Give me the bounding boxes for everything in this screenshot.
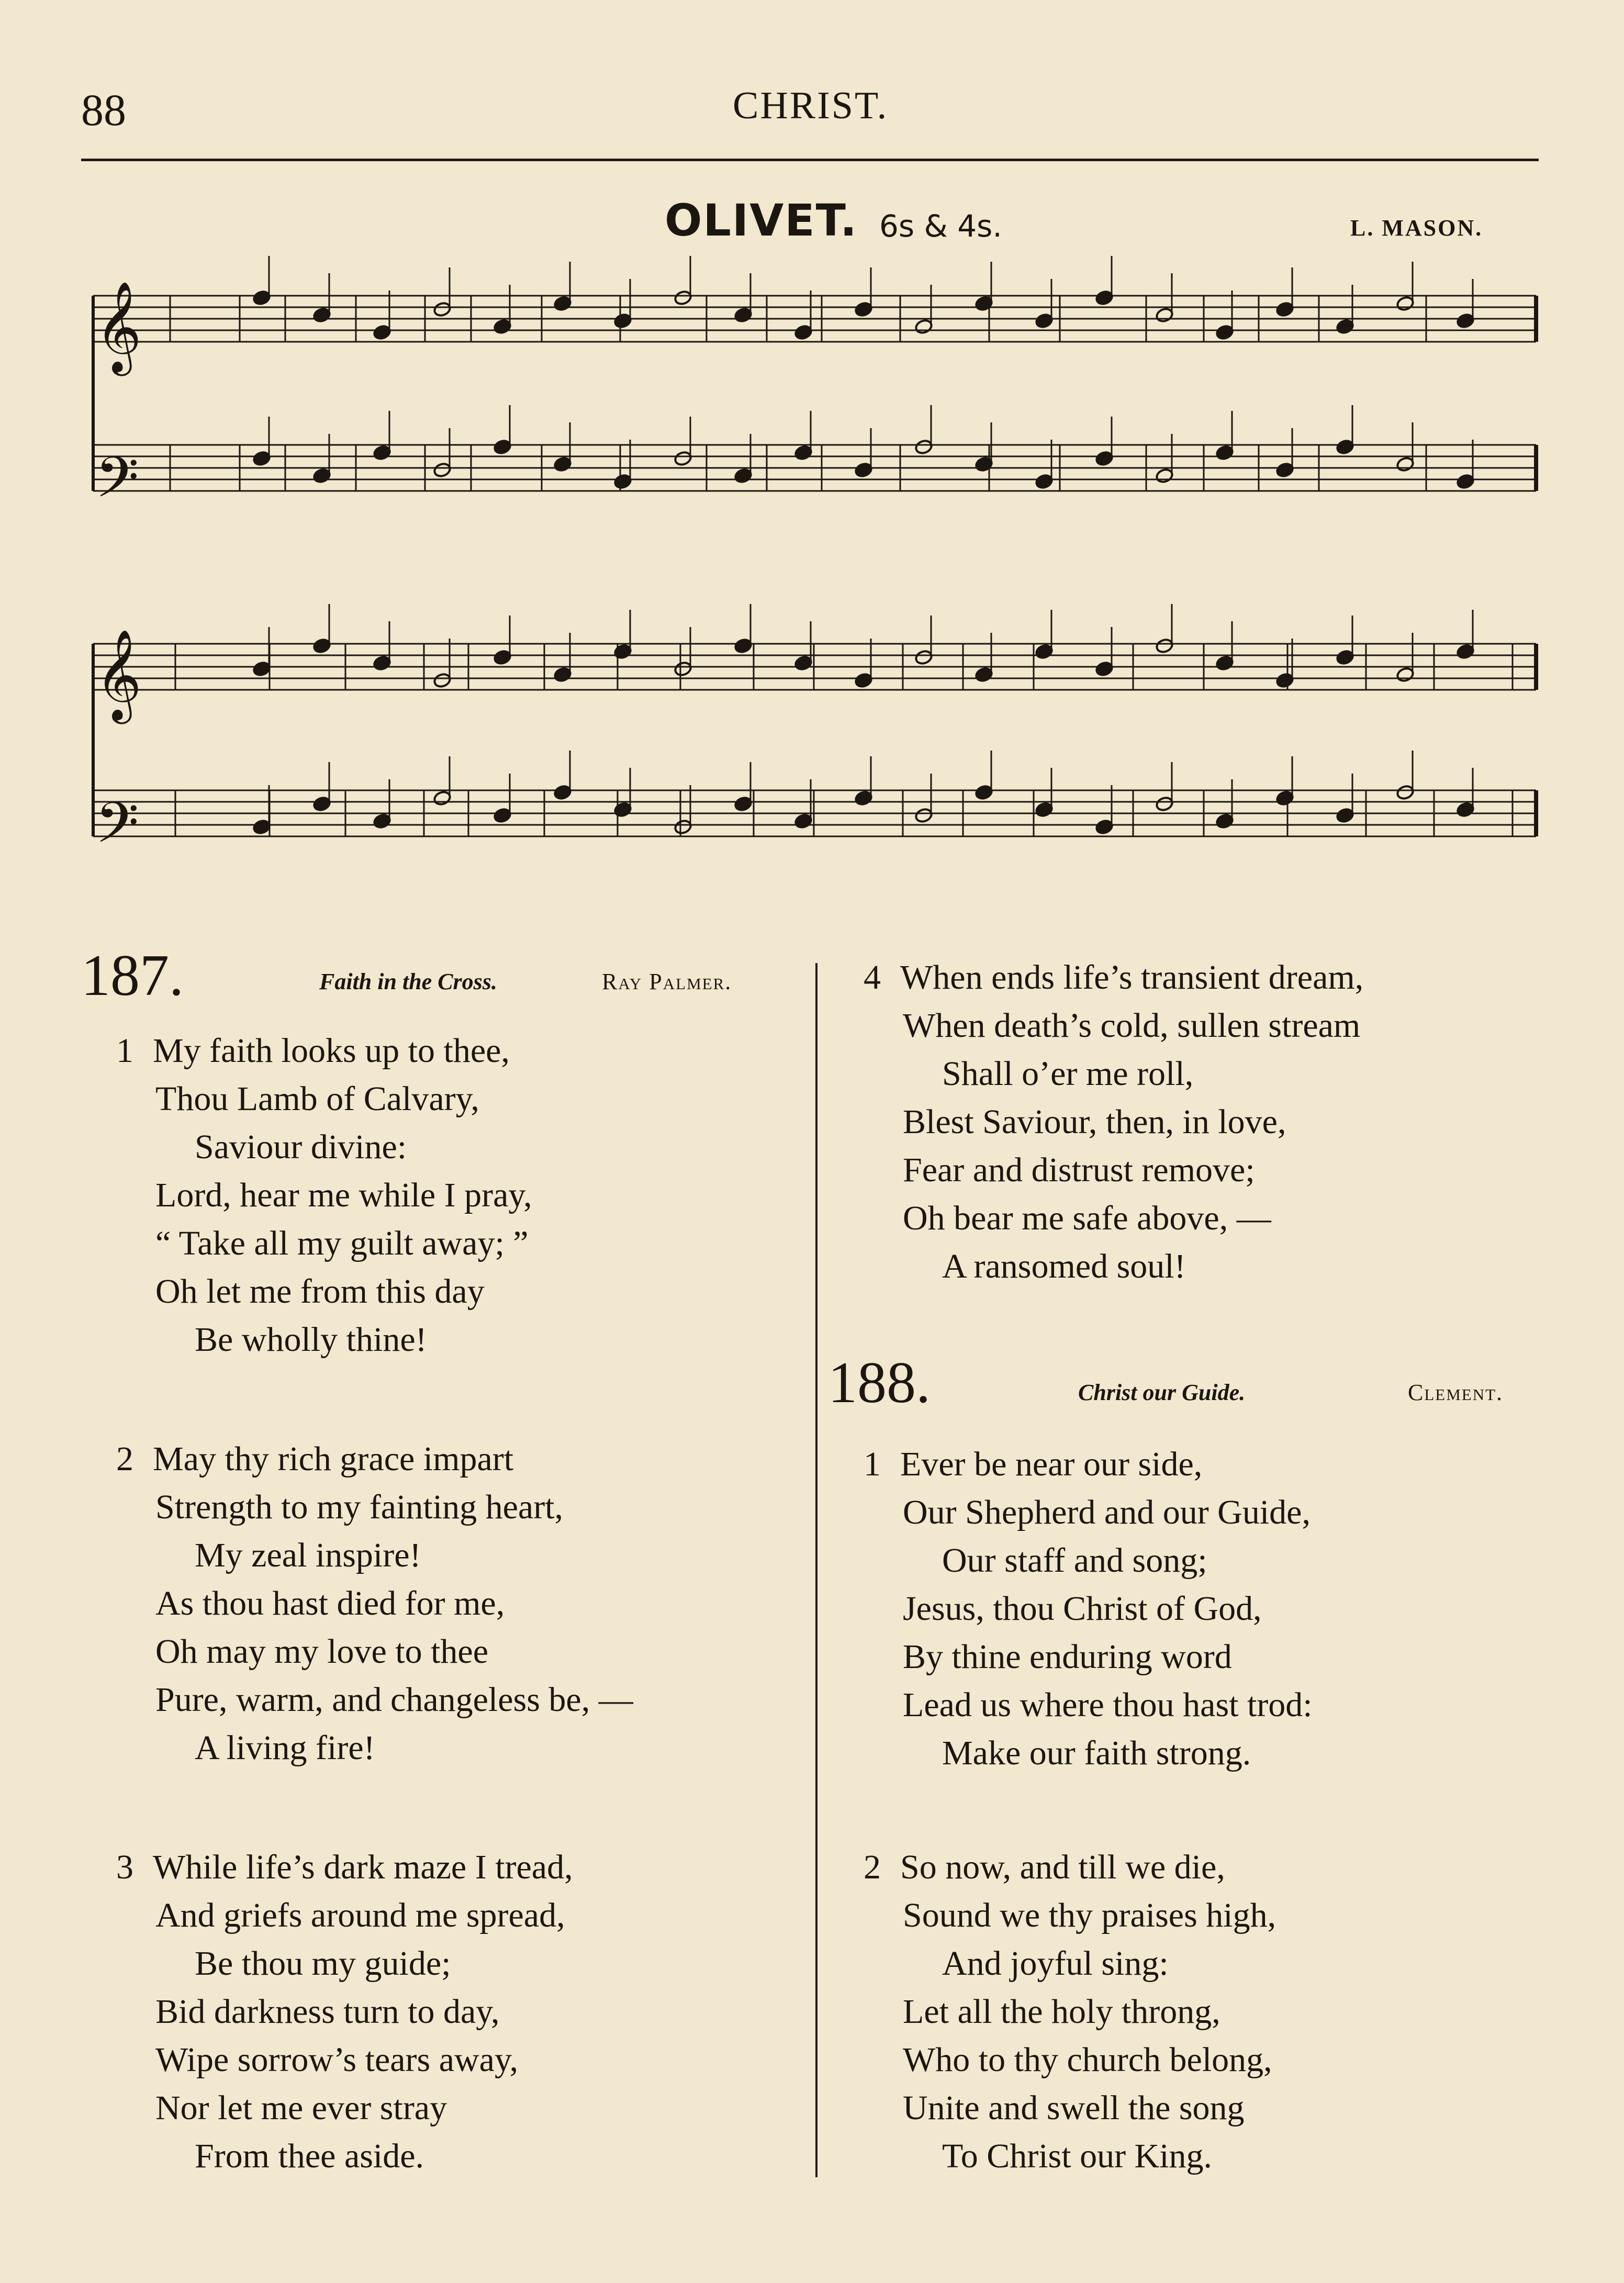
verse-line: Bid darkness turn to day, (155, 1993, 500, 2031)
verse-line: May thy rich grace impart (153, 1440, 514, 1478)
hymn-author: Ray Palmer. (602, 969, 732, 994)
verse (864, 1440, 1313, 1777)
verse-number: 1 (116, 1032, 133, 1070)
verse-line: Lord, hear me while I pray, (155, 1176, 532, 1214)
verse-line: Be wholly thine! (195, 1320, 427, 1359)
verse-line: Oh bear me safe above, — (903, 1199, 1271, 1237)
hymn-number: 187. (81, 943, 184, 1008)
verse-line: So now, and till we die, (900, 1848, 1225, 1886)
page-number: 88 (81, 85, 126, 135)
verse-line: From thee aside. (195, 2137, 424, 2175)
section-title: CHRIST. (733, 84, 889, 127)
hymn-number: 188. (828, 1350, 931, 1415)
verse-line: To Christ our King. (942, 2137, 1213, 2175)
verse-number: 1 (864, 1445, 881, 1483)
verse-line: By thine enduring word (903, 1638, 1232, 1676)
verse-line: Be thou my guide; (195, 1944, 451, 1983)
verse-line: A living fire! (195, 1729, 375, 1767)
music-score (0, 0, 1624, 942)
tune-name: OLIVET. (665, 195, 858, 246)
verse-line: Who to thy church belong, (903, 2041, 1272, 2079)
verse-line: “ Take all my guilt away; ” (155, 1224, 529, 1262)
verse-line: Saviour divine: (195, 1128, 407, 1166)
verse-line: Let all the holy throng, (903, 1993, 1220, 2031)
verse-line: My faith looks up to thee, (153, 1032, 510, 1070)
verse-line: Our Shepherd and our Guide, (903, 1493, 1311, 1531)
verse-line: While life’s dark maze I tread, (153, 1848, 573, 1886)
hymn-author: Clement. (1408, 1380, 1504, 1405)
hymn-topic: Christ our Guide. (1078, 1380, 1246, 1405)
verse-number: 4 (864, 958, 881, 997)
verse-line: Ever be near our side, (900, 1445, 1203, 1483)
clef-icon: 𝄢 (95, 790, 139, 869)
verse-line: Oh let me from this day (155, 1272, 485, 1311)
tune-composer: L. MASON. (1350, 215, 1483, 241)
verse-line: Strength to my fainting heart, (155, 1488, 564, 1526)
verse (864, 954, 1363, 1291)
verse-line: Nor let me ever stray (155, 2089, 447, 2127)
verse-number: 2 (864, 1848, 881, 1886)
verse-line: Thou Lamb of Calvary, (155, 1080, 479, 1118)
verse-line: Our staff and song; (942, 1541, 1207, 1580)
verse-line: Sound we thy praises high, (903, 1896, 1276, 1934)
clef-icon: 𝄢 (95, 444, 139, 524)
verse-line: And griefs around me spread, (155, 1896, 565, 1934)
tune-meter: 6s & 4s. (879, 208, 1002, 244)
column-divider (815, 963, 817, 2177)
verse (116, 1027, 532, 1364)
verse-line: As thou hast died for me, (155, 1584, 505, 1622)
verse-line: And joyful sing: (942, 1944, 1169, 1983)
hymn-topic: Faith in the Cross. (319, 969, 497, 994)
verse-line: A ransomed soul! (942, 1247, 1186, 1285)
verse-line: Unite and swell the song (903, 2089, 1245, 2127)
verse-line: Shall o’er me roll, (942, 1055, 1194, 1093)
verse-number: 3 (116, 1848, 133, 1886)
verse-number: 2 (116, 1440, 133, 1478)
verse-line: Oh may my love to thee (155, 1632, 489, 1671)
verse-line: When death’s cold, sullen stream (903, 1006, 1361, 1045)
verse-line: Pure, warm, and changeless be, — (155, 1681, 633, 1719)
clef-icon: 𝄞 (95, 629, 142, 720)
verse (116, 1435, 633, 1772)
verse-line: Lead us where thou hast trod: (903, 1686, 1313, 1724)
clef-icon: 𝄞 (95, 281, 142, 372)
verse-line: Make our faith strong. (942, 1734, 1251, 1772)
verse-line: Fear and distrust remove; (903, 1151, 1255, 1189)
verse-line: My zeal inspire! (195, 1536, 421, 1574)
verse (864, 1843, 1276, 2180)
verse-line: When ends life’s transient dream, (900, 958, 1364, 997)
verse-line: Wipe sorrow’s tears away, (155, 2041, 519, 2079)
verse-line: Blest Saviour, then, in love, (903, 1103, 1286, 1141)
verse-line: Jesus, thou Christ of God, (903, 1590, 1262, 1628)
verse (116, 1843, 573, 2180)
